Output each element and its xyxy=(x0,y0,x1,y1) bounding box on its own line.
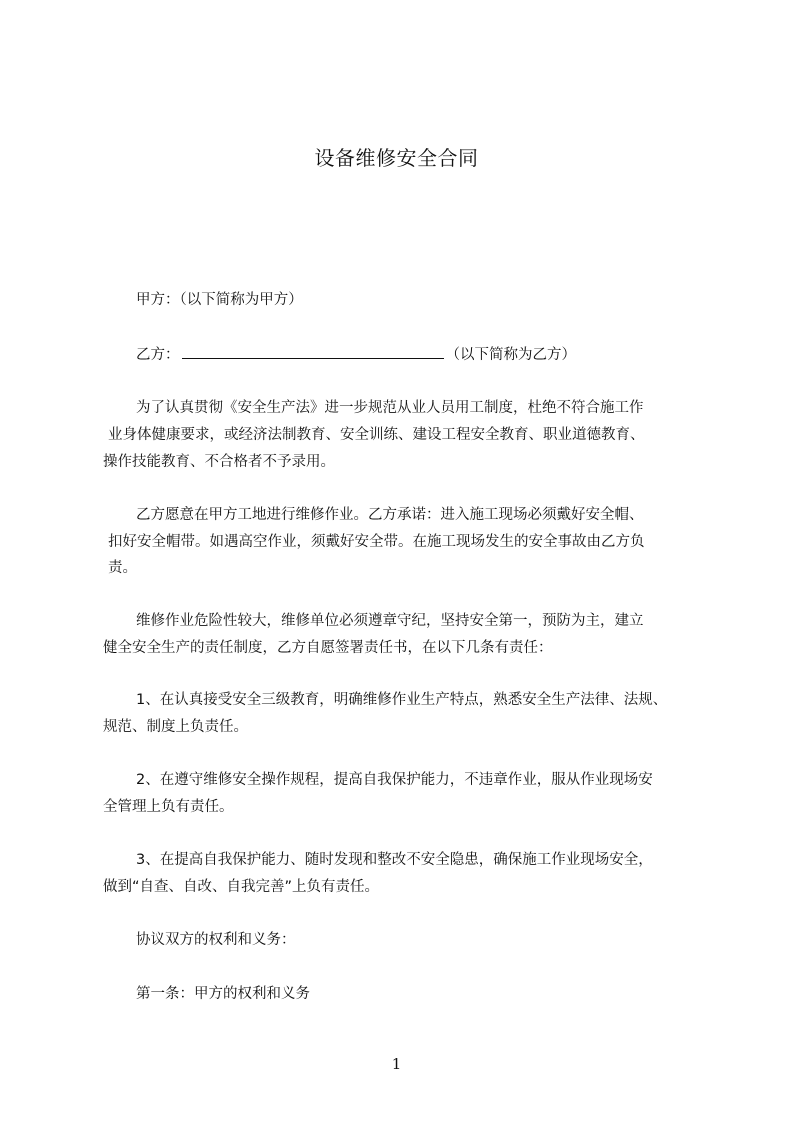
paragraph-line: 做到“自查、自改、自我完善”上负有责任。 xyxy=(103,879,380,895)
party-b-line xyxy=(136,344,576,365)
paragraph-line: 2、在遵守维修安全操作规程，提高自我保护能力，不违章作业，服从作业现场安 xyxy=(136,772,653,788)
page-number: 1 xyxy=(391,1055,402,1073)
party-b-blank xyxy=(182,344,444,359)
document-title: 设备维修安全合同 xyxy=(314,146,479,170)
paragraph-line: 1、在认真接受安全三级教育，明确维修作业生产特点，熟悉安全生产法律、法规、 xyxy=(136,692,668,708)
party-a-line: 甲方：（以下简称为甲方） xyxy=(136,292,303,308)
paragraph-line: 规范、制度上负责任。 xyxy=(103,719,248,735)
paragraph-line: 扣好安全帽带。如遇高空作业，须戴好安全带。在施工现场发生的安全事故由乙方负 xyxy=(108,534,645,550)
paragraph-line: 操作技能教育、不合格者不予录用。 xyxy=(103,454,335,470)
paragraph-line: 3、在提高自我保护能力、随时发现和整改不安全隐患，确保施工作业现场安全， xyxy=(136,852,653,868)
paragraph-line: 维修作业危险性较大，维修单位必须遵章守纪，坚持安全第一，预防为主，建立 xyxy=(136,613,644,629)
party-b-suffix: （以下简称为乙方） xyxy=(445,347,576,363)
paragraph-line: 业身体健康要求，或经济法制教育、安全训练、建设工程安全教育、职业道德教育、 xyxy=(108,427,645,443)
rights-heading: 协议双方的权利和义务： xyxy=(136,932,296,948)
paragraph-line: 为了认真贯彻《安全生产法》进一步规范从业人员用工制度，杜绝不符合施工作 xyxy=(136,400,644,416)
paragraph-line: 全管理上负有责任。 xyxy=(103,799,234,815)
article-one-heading: 第一条：甲方的权利和义务 xyxy=(136,986,310,1002)
party-b-label: 乙方： xyxy=(136,347,180,363)
paragraph-line: 健全安全生产的责任制度，乙方自愿签署责任书，在以下几条有责任： xyxy=(103,640,553,656)
paragraph-line: 责。 xyxy=(108,560,137,576)
paragraph-line: 乙方愿意在甲方工地进行维修作业。乙方承诺：进入施工现场必须戴好安全帽、 xyxy=(136,507,644,523)
